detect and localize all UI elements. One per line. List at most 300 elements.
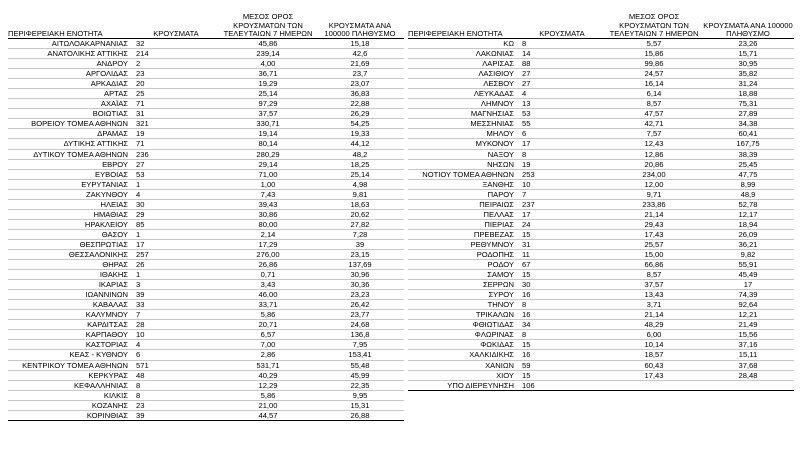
avg-cell: 80,14 (220, 139, 316, 149)
region-cell: ΠΑΡΟΥ (408, 189, 518, 199)
table-row (8, 239, 404, 249)
region-cell: ΚΕΦΑΛΛΗΝΙΑΣ (8, 380, 132, 390)
rate-cell: 15,11 (702, 350, 794, 360)
table-row (408, 270, 794, 280)
cases-cell: 8 (518, 149, 606, 159)
avg-cell: 2,14 (220, 229, 316, 239)
rate-cell: 136,8 (316, 330, 404, 340)
rate-cell: 30,36 (316, 280, 404, 290)
table-row (408, 189, 794, 199)
rate-cell: 25,45 (702, 159, 794, 169)
table-row (408, 229, 794, 239)
cases-cell: 237 (518, 199, 606, 209)
table-row (8, 89, 404, 99)
region-cell: ΕΒΡΟΥ (8, 159, 132, 169)
cases-cell: 15 (518, 270, 606, 280)
rate-cell: 37,68 (702, 360, 794, 370)
cases-cell: 8 (132, 390, 220, 400)
avg-cell: 16,14 (606, 79, 702, 89)
avg-cell: 6,00 (606, 330, 702, 340)
region-cell: ΑΡΚΑΔΙΑΣ (8, 79, 132, 89)
rate-cell: 30,95 (702, 59, 794, 69)
region-cell: ΤΡΙΚΑΛΩΝ (408, 310, 518, 320)
avg-cell: 36,71 (220, 69, 316, 79)
avg-cell: 239,14 (220, 49, 316, 59)
region-cell: ΣΑΜΟΥ (408, 270, 518, 280)
table-row (8, 350, 404, 360)
region-cell: ΧΙΟΥ (408, 370, 518, 380)
table-row (408, 159, 794, 169)
avg-cell: 39,43 (220, 199, 316, 209)
region-cell: ΑΝΔΡΟΥ (8, 59, 132, 69)
region-cell: ΦΩΚΙΔΑΣ (408, 340, 518, 350)
avg-cell: 48,29 (606, 320, 702, 330)
avg-cell: 80,00 (220, 219, 316, 229)
table-row (8, 219, 404, 229)
table-row (8, 290, 404, 300)
avg-cell: 3,43 (220, 280, 316, 290)
region-cell: ΚΕΑΣ - ΚΥΘΝΟΥ (8, 350, 132, 360)
table-row (8, 360, 404, 370)
avg-cell: 21,14 (606, 310, 702, 320)
cases-cell: 253 (518, 169, 606, 179)
avg-cell: 5,86 (220, 390, 316, 400)
table-row (408, 179, 794, 189)
avg-cell (606, 380, 702, 390)
region-cell: ΔΥΤΙΚΗΣ ΑΤΤΙΚΗΣ (8, 139, 132, 149)
table-body-left (8, 39, 404, 421)
table-row (8, 159, 404, 169)
table-row (8, 39, 404, 49)
header-avg: ΜΕΣΟΣ ΟΡΟΣ ΚΡΟΥΣΜΑΤΩΝ ΤΩΝ ΤΕΛΕΥΤΑΙΩΝ 7 ΗΜΕΡΩΝ (606, 10, 702, 39)
cases-cell: 59 (518, 360, 606, 370)
cases-cell: 24 (518, 219, 606, 229)
cases-cell: 67 (518, 260, 606, 270)
rate-cell: 23,77 (316, 310, 404, 320)
rate-cell: 23,07 (316, 79, 404, 89)
table-row (408, 340, 794, 350)
rate-cell: 7,95 (316, 340, 404, 350)
rate-cell: 55,91 (702, 260, 794, 270)
cases-cell: 3 (132, 280, 220, 290)
region-cell: ΦΘΙΩΤΙΔΑΣ (408, 320, 518, 330)
rate-cell: 22,88 (316, 99, 404, 109)
table-row (8, 199, 404, 209)
cases-cell: 106 (518, 380, 606, 390)
header-region: ΠΕΡΙΦΕΡΕΙΑΚΗ ΕΝΟΤΗΤΑ (408, 10, 518, 39)
rate-cell: 54,25 (316, 119, 404, 129)
region-cell: ΘΕΣΠΡΩΤΙΑΣ (8, 239, 132, 249)
region-cell: ΕΥΒΟΙΑΣ (8, 169, 132, 179)
avg-cell: 37,57 (220, 109, 316, 119)
region-cell: ΝΗΣΩΝ (408, 159, 518, 169)
table-body-right (408, 39, 794, 391)
table-row (408, 119, 794, 129)
cases-cell: 32 (132, 39, 220, 49)
rate-cell: 15,31 (316, 400, 404, 410)
table-row (408, 199, 794, 209)
region-cell: ΚΕΡΚΥΡΑΣ (8, 370, 132, 380)
table-row (408, 360, 794, 370)
table-row (408, 320, 794, 330)
region-cell: ΛΕΥΚΑΔΑΣ (408, 89, 518, 99)
avg-cell: 30,86 (220, 209, 316, 219)
table-row (408, 300, 794, 310)
rate-cell: 45,99 (316, 370, 404, 380)
cases-cell: 29 (132, 209, 220, 219)
cases-cell: 8 (518, 330, 606, 340)
table-row (8, 179, 404, 189)
table-row (8, 249, 404, 259)
region-cell: ΘΕΣΣΑΛΟΝΙΚΗΣ (8, 249, 132, 259)
rate-cell: 92,64 (702, 300, 794, 310)
region-cell: ΤΗΝΟΥ (408, 300, 518, 310)
region-cell: ΒΟΡΕΙΟΥ ΤΟΜΕΑ ΑΘΗΝΩΝ (8, 119, 132, 129)
region-cell: ΗΛΕΙΑΣ (8, 199, 132, 209)
avg-cell: 29,43 (606, 219, 702, 229)
table-row (8, 49, 404, 59)
rate-cell: 52,78 (702, 199, 794, 209)
avg-cell: 12,00 (606, 179, 702, 189)
rate-cell: 75,31 (702, 99, 794, 109)
avg-cell: 42,71 (606, 119, 702, 129)
cases-cell: 214 (132, 49, 220, 59)
cases-cell: 15 (518, 370, 606, 380)
rate-cell: 30,96 (316, 270, 404, 280)
table-row (408, 169, 794, 179)
cases-cell: 4 (518, 89, 606, 99)
table-row (408, 370, 794, 380)
avg-cell: 17,29 (220, 239, 316, 249)
region-cell: ΔΡΑΜΑΣ (8, 129, 132, 139)
table-row (8, 189, 404, 199)
region-cell: ΙΚΑΡΙΑΣ (8, 280, 132, 290)
avg-cell: 8,57 (606, 270, 702, 280)
avg-cell: 66,86 (606, 260, 702, 270)
region-cell: ΚΩ (408, 39, 518, 49)
avg-cell: 5,86 (220, 310, 316, 320)
avg-cell: 3,71 (606, 300, 702, 310)
cases-cell: 71 (132, 99, 220, 109)
cases-cell: 16 (518, 350, 606, 360)
region-cell: ΣΕΡΡΩΝ (408, 280, 518, 290)
region-cell: ΝΑΞΟΥ (408, 149, 518, 159)
avg-cell: 330,71 (220, 119, 316, 129)
avg-cell: 21,00 (220, 400, 316, 410)
cases-cell: 1 (132, 229, 220, 239)
table-row (8, 330, 404, 340)
table-row (408, 330, 794, 340)
table-row (8, 119, 404, 129)
region-cell: ΑΙΤΩΛΟΑΚΑΡΝΑΝΙΑΣ (8, 39, 132, 49)
region-cell: ΜΕΣΣΗΝΙΑΣ (408, 119, 518, 129)
region-cell: ΘΗΡΑΣ (8, 260, 132, 270)
rate-cell: 37,16 (702, 340, 794, 350)
rate-cell: 26,29 (316, 109, 404, 119)
avg-cell: 7,43 (220, 189, 316, 199)
rate-cell: 137,69 (316, 260, 404, 270)
rate-cell: 60,41 (702, 129, 794, 139)
table-row (8, 79, 404, 89)
region-cell: ΕΥΡΥΤΑΝΙΑΣ (8, 179, 132, 189)
region-cell: ΣΥΡΟΥ (408, 290, 518, 300)
table-row (8, 229, 404, 239)
rate-cell: 48,9 (702, 189, 794, 199)
rate-cell: 8,99 (702, 179, 794, 189)
rate-cell: 12,17 (702, 209, 794, 219)
rate-cell: 36,21 (702, 239, 794, 249)
cases-cell: 25 (132, 89, 220, 99)
table-row (408, 139, 794, 149)
region-cell: ΛΑΡΙΣΑΣ (408, 59, 518, 69)
table-row (8, 280, 404, 290)
cases-cell: 17 (518, 209, 606, 219)
cases-cell: 28 (132, 320, 220, 330)
cases-cell: 11 (518, 249, 606, 259)
header-row (8, 10, 404, 39)
region-cell: ΦΛΩΡΙΝΑΣ (408, 330, 518, 340)
avg-cell: 15,86 (606, 49, 702, 59)
table-row (408, 99, 794, 109)
cases-cell: 19 (518, 159, 606, 169)
table-row (408, 79, 794, 89)
avg-cell: 0,71 (220, 270, 316, 280)
region-cell: ΥΠΟ ΔΙΕΡΕΥΝΗΣΗ (408, 380, 518, 390)
avg-cell: 234,00 (606, 169, 702, 179)
table-row (8, 109, 404, 119)
cases-cell: 53 (518, 109, 606, 119)
cases-cell: 8 (518, 39, 606, 49)
cases-cell: 31 (518, 239, 606, 249)
header-region: ΠΕΡΙΦΕΡΕΙΑΚΗ ΕΝΟΤΗΤΑ (8, 10, 132, 39)
cases-cell: 33 (132, 300, 220, 310)
table-row (8, 59, 404, 69)
cases-cell: 20 (132, 79, 220, 89)
avg-cell: 71,00 (220, 169, 316, 179)
avg-cell: 20,71 (220, 320, 316, 330)
cases-cell: 10 (132, 330, 220, 340)
table-row (408, 89, 794, 99)
avg-cell: 12,86 (606, 149, 702, 159)
table-row (408, 239, 794, 249)
table-row (408, 249, 794, 259)
avg-cell: 6,57 (220, 330, 316, 340)
avg-cell: 45,86 (220, 39, 316, 49)
avg-cell: 17,43 (606, 229, 702, 239)
table-row (8, 320, 404, 330)
region-cell: ΚΑΛΥΜΝΟΥ (8, 310, 132, 320)
rate-cell: 31,24 (702, 79, 794, 89)
avg-cell: 21,14 (606, 209, 702, 219)
cases-cell: 571 (132, 360, 220, 370)
regions-table-left (8, 10, 404, 421)
cases-cell: 8 (132, 380, 220, 390)
table-row (408, 49, 794, 59)
rate-cell: 55,48 (316, 360, 404, 370)
avg-cell: 46,00 (220, 290, 316, 300)
region-cell: ΑΧΑΪΑΣ (8, 99, 132, 109)
region-cell: ΠΡΕΒΕΖΑΣ (408, 229, 518, 239)
regions-table-right (408, 10, 794, 391)
rate-cell: 47,75 (702, 169, 794, 179)
rate-cell: 15,71 (702, 49, 794, 59)
avg-cell: 7,00 (220, 340, 316, 350)
region-cell: ΚΟΖΑΝΗΣ (8, 400, 132, 410)
region-cell: ΛΕΣΒΟΥ (408, 79, 518, 89)
table-row (408, 209, 794, 219)
table-row (8, 129, 404, 139)
rate-cell: 26,09 (702, 229, 794, 239)
table-row (8, 149, 404, 159)
cases-cell: 39 (132, 410, 220, 420)
cases-cell: 1 (132, 179, 220, 189)
rate-cell: 12,21 (702, 310, 794, 320)
rate-cell: 19,33 (316, 129, 404, 139)
table-row (408, 310, 794, 320)
region-cell: ΝΟΤΙΟΥ ΤΟΜΕΑ ΑΘΗΝΩΝ (408, 169, 518, 179)
rate-cell: 167,75 (702, 139, 794, 149)
region-cell: ΗΜΑΘΙΑΣ (8, 209, 132, 219)
region-cell: ΙΩΑΝΝΙΝΩΝ (8, 290, 132, 300)
rate-cell: 44,12 (316, 139, 404, 149)
cases-cell: 85 (132, 219, 220, 229)
region-cell: ΠΙΕΡΙΑΣ (408, 219, 518, 229)
cases-cell: 55 (518, 119, 606, 129)
cases-cell: 1 (132, 270, 220, 280)
avg-cell: 26,86 (220, 260, 316, 270)
table-row (408, 350, 794, 360)
region-cell: ΚΑΡΔΙΤΣΑΣ (8, 320, 132, 330)
table-row (8, 169, 404, 179)
table-row (8, 340, 404, 350)
region-cell: ΚΑΡΠΑΘΟΥ (8, 330, 132, 340)
table-row (8, 400, 404, 410)
rate-cell: 153,41 (316, 350, 404, 360)
rate-cell: 28,48 (702, 370, 794, 380)
region-cell: ΑΡΤΑΣ (8, 89, 132, 99)
avg-cell: 25,14 (220, 89, 316, 99)
region-cell: ΑΝΑΤΟΛΙΚΗΣ ΑΤΤΙΚΗΣ (8, 49, 132, 59)
avg-cell: 24,57 (606, 69, 702, 79)
cases-cell: 34 (518, 320, 606, 330)
rate-cell: 21,69 (316, 59, 404, 69)
avg-cell: 25,57 (606, 239, 702, 249)
avg-cell: 47,57 (606, 109, 702, 119)
avg-cell: 37,57 (606, 280, 702, 290)
cases-cell: 48 (132, 370, 220, 380)
region-cell: ΞΑΝΘΗΣ (408, 179, 518, 189)
rate-cell: 74,39 (702, 290, 794, 300)
region-cell: ΜΗΛΟΥ (408, 129, 518, 139)
avg-cell: 13,43 (606, 290, 702, 300)
table-row (408, 260, 794, 270)
rate-cell: 18,94 (702, 219, 794, 229)
avg-cell: 8,57 (606, 99, 702, 109)
region-cell: ΜΥΚΟΝΟΥ (408, 139, 518, 149)
rate-cell: 36,83 (316, 89, 404, 99)
rate-cell: 38,39 (702, 149, 794, 159)
region-cell: ΘΑΣΟΥ (8, 229, 132, 239)
cases-cell: 16 (518, 290, 606, 300)
region-cell: ΧΑΝΙΩΝ (408, 360, 518, 370)
table-row (408, 149, 794, 159)
cases-cell: 39 (132, 290, 220, 300)
rate-cell: 23,15 (316, 249, 404, 259)
rate-cell: 45,49 (702, 270, 794, 280)
rate-cell: 48,2 (316, 149, 404, 159)
avg-cell: 4,00 (220, 59, 316, 69)
avg-cell: 10,14 (606, 340, 702, 350)
rate-cell: 34,38 (702, 119, 794, 129)
avg-cell: 12,29 (220, 380, 316, 390)
cases-cell: 88 (518, 59, 606, 69)
region-cell: ΙΘΑΚΗΣ (8, 270, 132, 280)
header-cases: ΚΡΟΥΣΜΑΤΑ (132, 10, 220, 39)
rate-cell: 21,49 (702, 320, 794, 330)
region-cell: ΡΟΔΟΠΗΣ (408, 249, 518, 259)
region-cell: ΚΙΛΚΙΣ (8, 390, 132, 400)
cases-cell: 30 (132, 199, 220, 209)
avg-cell: 5,57 (606, 39, 702, 49)
cases-cell: 19 (132, 129, 220, 139)
region-cell: ΛΗΜΝΟΥ (408, 99, 518, 109)
avg-cell: 33,71 (220, 300, 316, 310)
cases-cell: 6 (132, 350, 220, 360)
rate-cell: 9,81 (316, 189, 404, 199)
rate-cell: 25,14 (316, 169, 404, 179)
table-row (8, 390, 404, 400)
avg-cell: 19,14 (220, 129, 316, 139)
rate-cell: 23,23 (316, 290, 404, 300)
rate-cell: 7,28 (316, 229, 404, 239)
cases-cell: 8 (518, 300, 606, 310)
region-cell: ΚΑΣΤΟΡΙΑΣ (8, 340, 132, 350)
rate-cell: 18,63 (316, 199, 404, 209)
rate-cell: 27,82 (316, 219, 404, 229)
table-row (408, 380, 794, 390)
cases-cell: 13 (518, 99, 606, 109)
table-row (8, 139, 404, 149)
region-cell: ΠΕΙΡΑΙΩΣ (408, 199, 518, 209)
table-row (8, 260, 404, 270)
cases-cell: 321 (132, 119, 220, 129)
cases-cell: 26 (132, 260, 220, 270)
avg-cell: 1,00 (220, 179, 316, 189)
rate-cell: 26,42 (316, 300, 404, 310)
avg-cell: 12,43 (606, 139, 702, 149)
avg-cell: 9,71 (606, 189, 702, 199)
header-rate: ΚΡΟΥΣΜΑΤΑ ΑΝΑ 100000 ΠΛΗΘΥΣΜΟ (702, 10, 794, 39)
region-cell: ΚΑΒΑΛΑΣ (8, 300, 132, 310)
region-cell: ΜΑΓΝΗΣΙΑΣ (408, 109, 518, 119)
region-cell: ΑΡΓΟΛΙΔΑΣ (8, 69, 132, 79)
cases-cell: 257 (132, 249, 220, 259)
cases-cell: 23 (132, 69, 220, 79)
avg-cell: 15,00 (606, 249, 702, 259)
rate-cell: 9,95 (316, 390, 404, 400)
region-cell: ΠΕΛΛΑΣ (408, 209, 518, 219)
table-row (8, 310, 404, 320)
region-cell: ΧΑΛΚΙΔΙΚΗΣ (408, 350, 518, 360)
cases-cell: 15 (518, 229, 606, 239)
avg-cell: 6,14 (606, 89, 702, 99)
rate-cell: 22,35 (316, 380, 404, 390)
rate-cell: 18,25 (316, 159, 404, 169)
cases-cell: 53 (132, 169, 220, 179)
avg-cell: 99,86 (606, 59, 702, 69)
cases-cell: 4 (132, 189, 220, 199)
region-cell: ΛΑΣΙΘΙΟΥ (408, 69, 518, 79)
